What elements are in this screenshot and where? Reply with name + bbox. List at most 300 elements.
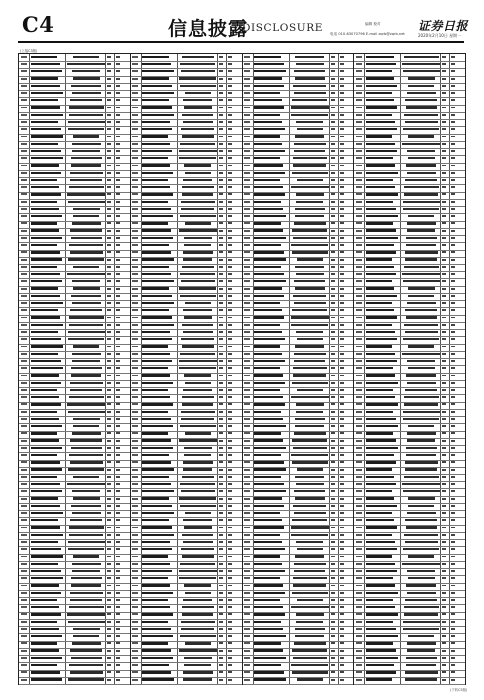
- value-glyph: [228, 165, 232, 167]
- fund-name-glyph: [69, 324, 103, 326]
- fund-name-glyph: [408, 497, 435, 499]
- fund-name-glyph: [408, 345, 434, 347]
- value-glyph: [107, 585, 111, 587]
- fund-code-glyph: [366, 99, 394, 101]
- value-glyph: [219, 85, 223, 87]
- fund-code-glyph: [142, 237, 173, 239]
- fund-code-glyph: [254, 121, 282, 123]
- fund-code-glyph: [31, 150, 61, 152]
- row-index-glyph: [244, 671, 250, 673]
- value-glyph: [228, 324, 232, 326]
- fund-code-glyph: [254, 425, 286, 427]
- fund-name-glyph: [294, 70, 325, 72]
- fund-name-glyph: [295, 215, 324, 217]
- value-glyph: [442, 548, 446, 550]
- value-glyph: [219, 664, 223, 666]
- row-index-glyph: [21, 201, 27, 203]
- value-glyph: [219, 418, 223, 420]
- fund-code-glyph: [254, 157, 280, 159]
- fund-name-glyph: [73, 555, 99, 557]
- value-glyph: [451, 201, 455, 203]
- value-glyph: [228, 63, 232, 65]
- row-index-glyph: [132, 56, 138, 58]
- fund-code-glyph: [254, 505, 284, 507]
- value-glyph: [442, 461, 446, 463]
- value-glyph: [331, 193, 335, 195]
- value-glyph: [116, 280, 120, 282]
- fund-code-glyph: [142, 287, 169, 289]
- fund-name-glyph: [72, 92, 101, 94]
- fund-name-glyph: [405, 179, 437, 181]
- fund-name-glyph: [407, 649, 435, 651]
- value-glyph: [451, 107, 455, 109]
- fund-code-glyph: [142, 128, 172, 130]
- value-glyph: [340, 208, 344, 210]
- value-glyph: [451, 635, 455, 637]
- value-glyph: [340, 454, 344, 456]
- fund-code-glyph: [254, 143, 282, 145]
- fund-code-glyph: [142, 635, 173, 637]
- value-glyph: [116, 490, 120, 492]
- fund-code-glyph: [31, 497, 58, 499]
- fund-code-glyph: [142, 338, 172, 340]
- value-glyph: [451, 215, 455, 217]
- row-index-glyph: [132, 512, 138, 514]
- fund-name-glyph: [70, 179, 102, 181]
- row-index-glyph: [244, 157, 250, 159]
- value-glyph: [107, 411, 111, 413]
- fund-code-glyph: [366, 411, 393, 413]
- value-glyph: [219, 454, 223, 456]
- fund-code-glyph: [142, 280, 174, 282]
- value-glyph: [442, 425, 446, 427]
- value-glyph: [451, 556, 455, 558]
- row-index-glyph: [244, 476, 250, 478]
- value-glyph: [219, 570, 223, 572]
- fund-code-glyph: [254, 411, 281, 413]
- row-index-glyph: [244, 215, 250, 217]
- value-glyph: [442, 78, 446, 80]
- row-index-glyph: [21, 664, 27, 666]
- fund-code-glyph: [142, 244, 169, 246]
- fund-code-glyph: [31, 229, 59, 231]
- row-index-glyph: [132, 360, 138, 362]
- row-index-glyph: [356, 56, 362, 58]
- value-glyph: [107, 664, 111, 666]
- fund-code-glyph: [254, 237, 286, 239]
- fund-code-glyph: [142, 302, 174, 304]
- fund-code-glyph: [366, 164, 395, 166]
- fund-name-glyph: [405, 99, 437, 101]
- value-glyph: [116, 143, 120, 145]
- fund-code-glyph: [254, 548, 285, 550]
- fund-name-glyph: [183, 121, 213, 123]
- fund-code-glyph: [366, 555, 392, 557]
- value-glyph: [107, 302, 111, 304]
- value-glyph: [219, 302, 223, 304]
- value-glyph: [331, 172, 335, 174]
- value-glyph: [340, 346, 344, 348]
- fund-code-glyph: [366, 222, 393, 224]
- value-glyph: [340, 172, 344, 174]
- fund-name-glyph: [296, 121, 323, 123]
- value-glyph: [340, 273, 344, 275]
- value-glyph: [442, 222, 446, 224]
- fund-name-glyph: [68, 331, 105, 333]
- value-glyph: [116, 179, 120, 181]
- fund-code-glyph: [366, 548, 397, 550]
- row-index-glyph: [132, 657, 138, 659]
- fund-code-glyph: [31, 179, 57, 181]
- row-index-glyph: [356, 150, 362, 152]
- fund-code-glyph: [142, 106, 172, 108]
- value-glyph: [451, 476, 455, 478]
- value-glyph: [340, 657, 344, 659]
- value-glyph: [107, 186, 111, 188]
- fund-name-glyph: [293, 505, 326, 507]
- fund-name-glyph: [406, 237, 437, 239]
- value-glyph: [331, 237, 335, 239]
- value-glyph: [116, 222, 120, 224]
- fund-name-glyph: [184, 316, 212, 318]
- row-index-glyph: [244, 635, 250, 637]
- fund-name-glyph: [184, 237, 212, 239]
- value-glyph: [107, 382, 111, 384]
- fund-name-glyph: [185, 432, 211, 434]
- value-glyph: [228, 577, 232, 579]
- fund-code-glyph: [31, 258, 62, 260]
- fund-name-glyph: [404, 534, 438, 536]
- value-glyph: [340, 490, 344, 492]
- fund-name-glyph: [185, 92, 211, 94]
- fund-code-glyph: [142, 396, 170, 398]
- row-index-glyph: [244, 505, 250, 507]
- fund-code-glyph: [31, 244, 57, 246]
- value-glyph: [116, 469, 120, 471]
- value-glyph: [107, 324, 111, 326]
- value-glyph: [442, 99, 446, 101]
- row-index-glyph: [244, 375, 250, 377]
- value-glyph: [331, 534, 335, 536]
- row-index-glyph: [21, 476, 27, 478]
- fund-code-glyph: [254, 534, 280, 536]
- value-glyph: [442, 201, 446, 203]
- value-glyph: [228, 367, 232, 369]
- row-index-glyph: [132, 331, 138, 333]
- value-glyph: [228, 201, 232, 203]
- fund-name-glyph: [406, 526, 437, 528]
- fund-name-glyph: [405, 541, 438, 543]
- fund-name-glyph: [70, 99, 102, 101]
- fund-code-glyph: [254, 280, 286, 282]
- value-glyph: [451, 548, 455, 550]
- value-glyph: [228, 78, 232, 80]
- value-glyph: [451, 85, 455, 87]
- section-title: 信息披露: [168, 18, 249, 40]
- value-glyph: [116, 527, 120, 529]
- row-index-glyph: [21, 230, 27, 232]
- fund-code-glyph: [366, 642, 393, 644]
- value-glyph: [116, 128, 120, 130]
- value-glyph: [451, 186, 455, 188]
- value-glyph: [331, 585, 335, 587]
- value-glyph: [442, 606, 446, 608]
- value-glyph: [219, 186, 223, 188]
- row-index-glyph: [356, 425, 362, 427]
- fund-code-glyph: [31, 439, 59, 441]
- row-index-glyph: [21, 338, 27, 340]
- fund-name-glyph: [70, 599, 102, 601]
- fund-name-glyph: [73, 418, 100, 420]
- value-glyph: [228, 418, 232, 420]
- value-glyph: [107, 99, 111, 101]
- fund-name-glyph: [185, 642, 211, 644]
- value-glyph: [340, 85, 344, 87]
- value-glyph: [331, 613, 335, 615]
- row-index-glyph: [132, 483, 138, 485]
- fund-name-glyph: [295, 77, 325, 79]
- value-glyph: [116, 346, 120, 348]
- fund-name-glyph: [69, 316, 104, 318]
- value-glyph: [228, 650, 232, 652]
- fund-code-glyph: [31, 425, 62, 427]
- fund-name-glyph: [71, 374, 101, 376]
- section-title-en: DISCLOSURE: [242, 22, 323, 34]
- value-glyph: [228, 280, 232, 282]
- fund-code-glyph: [31, 331, 58, 333]
- value-glyph: [451, 143, 455, 145]
- fund-name-glyph: [296, 331, 323, 333]
- fund-name-glyph: [181, 208, 214, 210]
- value-glyph: [442, 490, 446, 492]
- fund-code-glyph: [31, 63, 60, 65]
- value-glyph: [442, 447, 446, 449]
- row-index-glyph: [356, 92, 362, 94]
- value-glyph: [107, 490, 111, 492]
- fund-code-glyph: [254, 208, 283, 210]
- fund-name-glyph: [295, 555, 324, 557]
- value-glyph: [228, 56, 232, 58]
- fund-name-glyph: [68, 548, 104, 550]
- value-glyph: [451, 295, 455, 297]
- fund-name-glyph: [294, 143, 326, 145]
- row-index-glyph: [21, 657, 27, 659]
- fund-name-glyph: [71, 295, 101, 297]
- fund-code-glyph: [31, 295, 60, 297]
- fund-code-glyph: [254, 179, 280, 181]
- row-index-glyph: [356, 389, 362, 391]
- fund-code-glyph: [31, 128, 61, 130]
- value-glyph: [331, 570, 335, 572]
- row-index-glyph: [132, 606, 138, 608]
- fund-code-glyph: [254, 164, 283, 166]
- fund-code-glyph: [254, 99, 282, 101]
- value-glyph: [116, 375, 120, 377]
- value-glyph: [442, 179, 446, 181]
- fund-name-glyph: [69, 454, 103, 456]
- fund-code-glyph: [254, 563, 282, 565]
- value-glyph: [228, 519, 232, 521]
- value-glyph: [442, 63, 446, 65]
- value-glyph: [442, 541, 446, 543]
- fund-name-glyph: [180, 273, 215, 275]
- fund-name-glyph: [179, 360, 217, 362]
- fund-name-glyph: [184, 526, 212, 528]
- fund-code-glyph: [366, 447, 398, 449]
- value-glyph: [107, 613, 111, 615]
- fund-code-glyph: [254, 287, 282, 289]
- fund-code-glyph: [254, 447, 286, 449]
- value-glyph: [107, 527, 111, 529]
- fund-code-glyph: [366, 353, 395, 355]
- row-index-glyph: [21, 128, 27, 130]
- value-glyph: [116, 230, 120, 232]
- value-glyph: [219, 534, 223, 536]
- value-glyph: [340, 331, 344, 333]
- value-glyph: [228, 186, 232, 188]
- fund-name-glyph: [68, 411, 105, 413]
- fund-code-glyph: [142, 324, 174, 326]
- fund-name-glyph: [180, 563, 215, 565]
- value-glyph: [340, 563, 344, 565]
- fund-name-glyph: [67, 483, 105, 485]
- value-glyph: [228, 679, 232, 681]
- row-index-glyph: [356, 259, 362, 261]
- value-glyph: [340, 498, 344, 500]
- fund-name-glyph: [70, 172, 103, 174]
- fund-code-glyph: [254, 150, 285, 152]
- row-index-glyph: [21, 671, 27, 673]
- value-glyph: [451, 461, 455, 463]
- value-glyph: [228, 527, 232, 529]
- row-index-glyph: [244, 599, 250, 601]
- value-glyph: [451, 382, 455, 384]
- value-glyph: [228, 172, 232, 174]
- row-index-glyph: [244, 498, 250, 500]
- table-column-3: [243, 54, 355, 684]
- fund-name-glyph: [294, 353, 326, 355]
- fund-code-glyph: [31, 555, 63, 557]
- fund-code-glyph: [254, 621, 281, 623]
- fund-code-glyph: [254, 606, 283, 608]
- value-glyph: [442, 375, 446, 377]
- value-glyph: [228, 425, 232, 427]
- fund-name-glyph: [184, 164, 211, 166]
- fund-code-glyph: [254, 497, 282, 499]
- row-index-glyph: [356, 375, 362, 377]
- row-index-glyph: [21, 367, 27, 369]
- fund-code-glyph: [142, 258, 174, 260]
- row-index-glyph: [356, 85, 362, 87]
- fund-name-glyph: [402, 143, 440, 145]
- fund-code-glyph: [142, 577, 168, 579]
- fund-code-glyph: [142, 193, 173, 195]
- row-index-glyph: [356, 403, 362, 405]
- table-column-4: [354, 54, 465, 684]
- row-index-glyph: [356, 382, 362, 384]
- value-glyph: [219, 447, 223, 449]
- value-glyph: [451, 527, 455, 529]
- value-glyph: [442, 273, 446, 275]
- value-glyph: [107, 222, 111, 224]
- value-glyph: [331, 222, 335, 224]
- fund-code-glyph: [366, 439, 396, 441]
- row-index-glyph: [356, 244, 362, 246]
- value-glyph: [340, 215, 344, 217]
- fund-name-glyph: [182, 324, 213, 326]
- fund-code-glyph: [254, 476, 281, 478]
- value-glyph: [340, 266, 344, 268]
- fund-name-glyph: [406, 664, 436, 666]
- row-index-glyph: [132, 650, 138, 652]
- fund-name-glyph: [185, 222, 211, 224]
- fund-name-glyph: [183, 461, 213, 463]
- value-glyph: [331, 85, 335, 87]
- fund-code-glyph: [142, 150, 172, 152]
- fund-name-glyph: [294, 150, 325, 152]
- value-glyph: [442, 295, 446, 297]
- value-glyph: [331, 186, 335, 188]
- fund-code-glyph: [142, 85, 172, 87]
- value-glyph: [340, 519, 344, 521]
- fund-name-glyph: [73, 628, 100, 630]
- fund-name-glyph: [292, 461, 328, 463]
- value-glyph: [116, 172, 120, 174]
- value-glyph: [451, 490, 455, 492]
- value-glyph: [451, 606, 455, 608]
- row-index-glyph: [21, 266, 27, 268]
- row-index-glyph: [21, 353, 27, 355]
- fund-name-glyph: [295, 56, 324, 58]
- fund-name-glyph: [181, 628, 214, 630]
- row-index-glyph: [21, 273, 27, 275]
- fund-name-glyph: [69, 606, 104, 608]
- value-glyph: [331, 621, 335, 623]
- row-index-glyph: [356, 469, 362, 471]
- fund-code-glyph: [142, 555, 168, 557]
- value-glyph: [107, 114, 111, 116]
- fund-code-glyph: [31, 411, 57, 413]
- fund-name-glyph: [292, 592, 328, 594]
- value-glyph: [107, 165, 111, 167]
- fund-code-glyph: [366, 476, 394, 478]
- value-glyph: [107, 208, 111, 210]
- fund-name-glyph: [181, 548, 214, 550]
- row-index-glyph: [244, 107, 250, 109]
- row-index-glyph: [356, 548, 362, 550]
- row-index-glyph: [132, 577, 138, 579]
- fund-name-glyph: [404, 403, 438, 405]
- fund-name-glyph: [184, 454, 211, 456]
- row-index-glyph: [21, 548, 27, 550]
- fund-name-glyph: [406, 164, 436, 166]
- value-glyph: [107, 143, 111, 145]
- row-index-glyph: [244, 56, 250, 58]
- value-glyph: [107, 447, 111, 449]
- fund-code-glyph: [254, 106, 284, 108]
- fund-code-glyph: [366, 599, 393, 601]
- fund-code-glyph: [142, 649, 171, 651]
- row-index-glyph: [244, 454, 250, 456]
- fund-name-glyph: [403, 621, 440, 623]
- fund-code-glyph: [142, 164, 170, 166]
- fund-name-glyph: [402, 63, 440, 65]
- value-glyph: [442, 208, 446, 210]
- value-glyph: [228, 411, 232, 413]
- value-glyph: [219, 201, 223, 203]
- fund-name-glyph: [292, 439, 327, 441]
- value-glyph: [340, 389, 344, 391]
